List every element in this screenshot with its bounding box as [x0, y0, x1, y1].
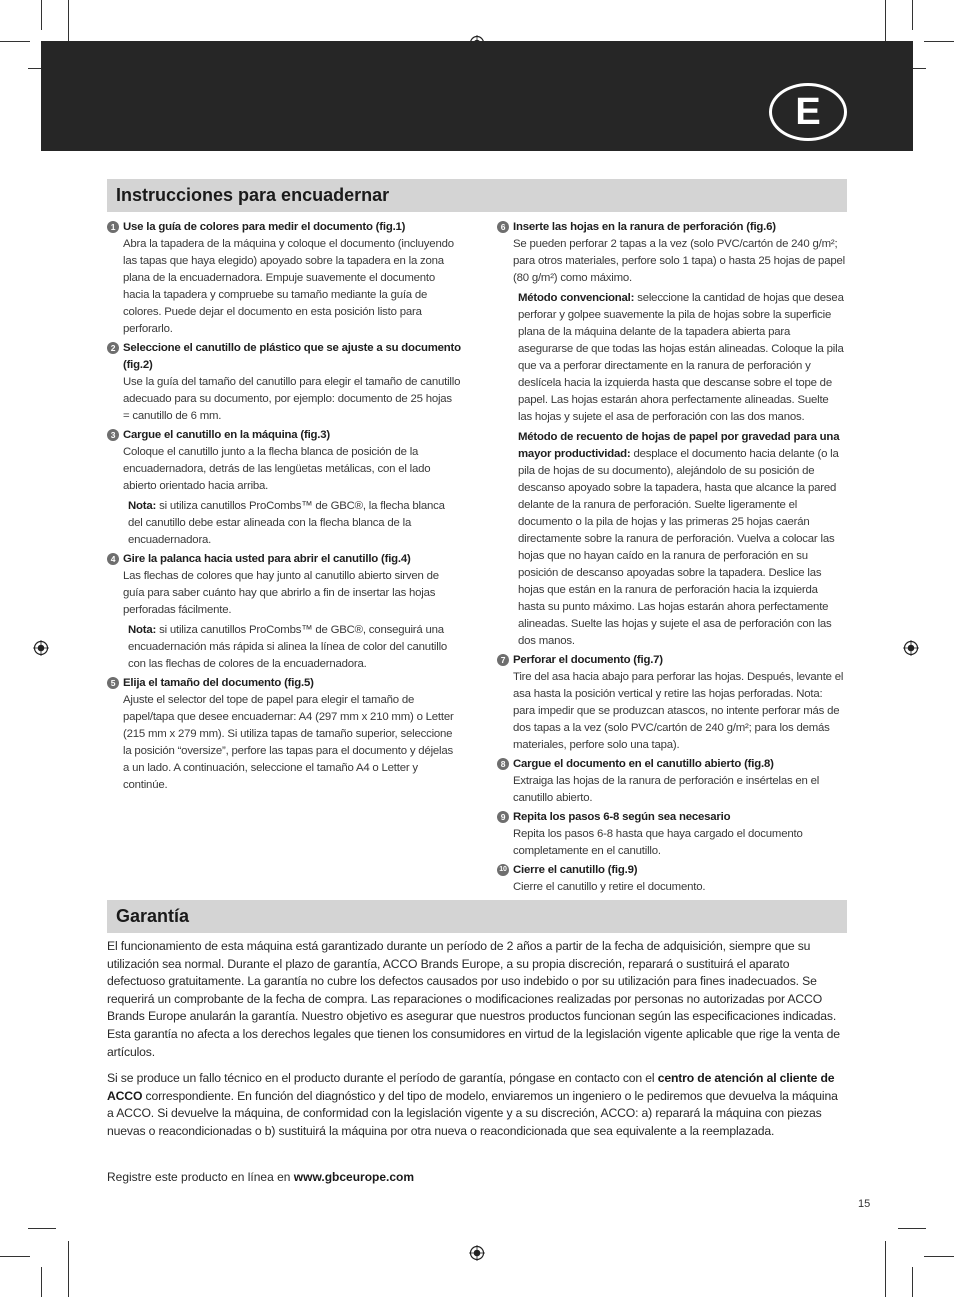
- step-number: 6: [497, 221, 509, 233]
- step-body: Use la guía del tamaño del canutillo para elegir el tamaño de canutillo adecuado para su documento, por ejemplo: documento de 25 hojas = canutillo de 6 mm.: [123, 376, 461, 422]
- step-body: Abra la tapadera de la máquina y coloque el documento (incluyendo las tapas que haya elegido) apoyado sobre la tapadera en la zona plana de la encuadernadora. Empuje suavemente el documento hacia la tapadera y compruebe su tamaño mediante la guía de colores. Puede dejar el documento en esta posición listo para perforarlo.: [123, 238, 454, 335]
- step-number: 7: [497, 654, 509, 666]
- step-2: [107, 340, 461, 425]
- step-number: 9: [497, 811, 509, 823]
- step-title: Repita los pasos 6-8 según sea necesario: [513, 811, 731, 823]
- step-number: 4: [107, 553, 119, 565]
- method-conventional: [513, 290, 845, 426]
- crop-mark: [924, 41, 954, 42]
- step-number: 2: [107, 342, 119, 354]
- note-label: Nota:: [128, 500, 157, 512]
- register-url: www.gbceurope.com: [293, 1170, 415, 1184]
- crop-mark: [41, 0, 42, 30]
- step-body: Repita los pasos 6-8 hasta que haya cargado el documento completamente en el canutillo.: [513, 828, 803, 857]
- language-badge: E: [769, 83, 847, 141]
- step-note: [123, 498, 461, 549]
- step-9: [497, 809, 845, 860]
- note-text: si utiliza canutillos ProCombs™ de GBC®, la flecha blanca del canutillo debe estar alineada con la flecha blanca de la encuadernadora.: [128, 500, 445, 546]
- crop-mark: [68, 1241, 69, 1297]
- crop-mark: [0, 1256, 30, 1257]
- step-7: [497, 652, 845, 754]
- warranty-paragraph: El funcionamiento de esta máquina está garantizado durante un período de 2 años a partir de la fecha de adquisición, siempre que su utilización sea normal. Durante el plazo de garantía, ACCO Brands Europe, a su propia discreción, reparará o sustituirá el aparato defectuoso gratuitamente. La garantía no cubre los defectos causados por uso indebido o por su utilización para fines inadecuados. Se requerirá un comprobante de la fecha de compra. Las reparaciones o modificaciones realizadas por personas no autorizadas por ACCO Brands Europe anularán la garantía. Nuestro objetivo es asegurar que nuestros productos funcionan según las especificaciones indicadas. Esta garantía no afecta a los derechos legales que tienen los consumidores en virtud de la legislación vigente aplicable que rige la venta de artículos.: [107, 939, 840, 1059]
- step-title: Seleccione el canutillo de plástico que se ajuste a su documento (fig.2): [123, 342, 461, 371]
- warranty-text-part: Si se produce un fallo técnico en el producto durante el período de garantía, póngase en contacto con el: [107, 1071, 658, 1086]
- step-1: [107, 219, 461, 338]
- method-gravity: [513, 429, 845, 650]
- step-title: Cargue el documento en el canutillo abierto (fig.8): [513, 758, 774, 770]
- registration-mark-icon: [33, 640, 49, 656]
- method-text: desplace el documento hacia delante (o la pila de hojas de su documento), alejándolo de su posición de descanso apoyado sobre la tapadera, hasta que alcance la pared delante de la ranura de perforación. Suelte ligeramente el documento o la pila de hojas y las primeras 25 hojas caerán directamente sobre la ranura de perforación. Vuelva a colocar las hojas que no hayan caído en la ranura de perforación en su posición de descanso apoyadas sobre la tapadera. Deslice las hojas que están en la ranura de perforación hacia la izquierda hasta su punto máximo. Las hojas estarán ahora perfectamente alineadas. Suelte las hojas y sujete el asa de perforación con las dos manos.: [518, 448, 839, 647]
- binding-section-title: Instrucciones para encuadernar: [107, 179, 847, 212]
- binding-steps-right: [497, 219, 845, 898]
- step-6: [497, 219, 845, 650]
- register-product: [107, 1170, 414, 1184]
- method-text: seleccione la cantidad de hojas que desea perforar y golpee suavemente la pila de hojas sobre la superficie plana de la máquina delante de la tapadera abierta para asegurarse de que todas las hojas están alineadas. Coloque la pila que va a perforar directamente en la ranura de perforación y deslícela hacia la izquierda hasta que descanse sobre el tope de papel. Las hojas estarán ahora perfectamente alineadas. Suelte las hojas y sujete el asa de perforación con las dos manos.: [518, 292, 844, 423]
- note-label: Nota:: [128, 624, 157, 636]
- warranty-text: [107, 938, 847, 1150]
- step-number: 5: [107, 677, 119, 689]
- step-4: [107, 551, 461, 673]
- step-body: Ajuste el selector del tope de papel para elegir el tamaño de papel/tapa que desee encuadernar: A4 (297 mm x 210 mm) o Letter (215 mm x 279 mm). Si utiliza tapas de tamaño superior, seleccione la posición “oversize”, perfore las tapas para el documento y déjelas a un lado. A continuación, seleccione el tamaño A4 o Letter y continúe.: [123, 694, 454, 791]
- crop-mark: [924, 1256, 954, 1257]
- warranty-text-part: correspondiente. En función del diagnóstico y del tipo de modelo, enviaremos un ingeniero o le pediremos que devuelva la máquina a ACCO. Si devuelve la máquina, de conformidad con la legislación vigente y a su discreción, ACCO: a) reparará la máquina con piezas nuevas o reacondicionadas o b) sustituirá la máquina por otra nueva o reacondicionada que sea equivalente a la reemplazada.: [107, 1088, 838, 1138]
- register-text: Registre este producto en línea en: [107, 1170, 294, 1184]
- step-8: [497, 756, 845, 807]
- customer-service-highlight: centro de atención al cliente de ACCO: [107, 1071, 835, 1103]
- step-title: Inserte las hojas en la ranura de perforación (fig.6): [513, 221, 776, 233]
- crop-mark: [885, 1241, 886, 1297]
- step-body: Cierre el canutillo y retire el documento.: [513, 881, 706, 893]
- page-number: 15: [858, 1198, 871, 1210]
- step-number: 3: [107, 429, 119, 441]
- warranty-section-title: Garantía: [107, 900, 847, 933]
- step-body: Extraiga las hojas de la ranura de perforación e insértelas en el canutillo abierto.: [513, 775, 820, 804]
- step-title: Elija el tamaño del documento (fig.5): [123, 677, 314, 689]
- crop-mark: [41, 1267, 42, 1297]
- step-title: Use la guía de colores para medir el documento (fig.1): [123, 221, 406, 233]
- step-title: Gire la palanca hacia usted para abrir el canutillo (fig.4): [123, 553, 411, 565]
- step-3: [107, 427, 461, 549]
- method-label: Método convencional:: [518, 292, 635, 304]
- crop-mark: [28, 1228, 56, 1229]
- crop-mark: [0, 41, 30, 42]
- crop-mark: [912, 0, 913, 30]
- step-note: [123, 622, 461, 673]
- registration-mark-icon: [903, 640, 919, 656]
- crop-mark: [912, 1267, 913, 1297]
- warranty-paragraph: [107, 1070, 847, 1140]
- binding-steps-left: [107, 219, 461, 796]
- step-number: 1: [107, 221, 119, 233]
- step-body: Se pueden perforar 2 tapas a la vez (solo PVC/cartón de 240 g/m²; para otros materiales, perfore solo 1 tapa) o hasta 25 hojas de papel (80 g/m²) como máximo.: [513, 238, 845, 284]
- note-text: si utiliza canutillos ProCombs™ de GBC®, conseguirá una encuadernación más rápida si alinea la línea de color del canutillo con las flechas de colores de la encuadernadora.: [128, 624, 448, 670]
- step-10: [497, 862, 845, 896]
- step-title: Perforar el documento (fig.7): [513, 654, 663, 666]
- registration-mark-icon: [469, 1245, 485, 1261]
- step-body: Coloque el canutillo junto a la flecha blanca de posición de la encuadernadora, detrás de las lengüetas metálicas, con el lado abierto orientado hacia arriba.: [123, 446, 431, 492]
- step-5: [107, 675, 461, 794]
- step-title: Cierre el canutillo (fig.9): [513, 864, 638, 876]
- step-number: 8: [497, 758, 509, 770]
- step-body: Las flechas de colores que hay junto al canutillo abierto sirven de guía para saber cuánto hay que abrirlo a fin de insertar las hojas perforadas fácilmente.: [123, 570, 439, 616]
- crop-mark: [898, 1228, 926, 1229]
- method-label: Método de recuento de hojas de papel por gravedad para una mayor productividad:: [518, 431, 840, 460]
- step-body: Tire del asa hacia abajo para perforar las hojas. Después, levante el asa hasta la posición vertical y retire las hojas perforadas. Nota: para impedir que se produzcan atascos, no intente perforar más de dos tapas a la vez (solo PVC/cartón de 240 g/m²; para los demás materiales, perfore solo una tapa).: [513, 671, 844, 751]
- step-title: Cargue el canutillo en la máquina (fig.3): [123, 429, 330, 441]
- step-number: 10: [497, 864, 509, 876]
